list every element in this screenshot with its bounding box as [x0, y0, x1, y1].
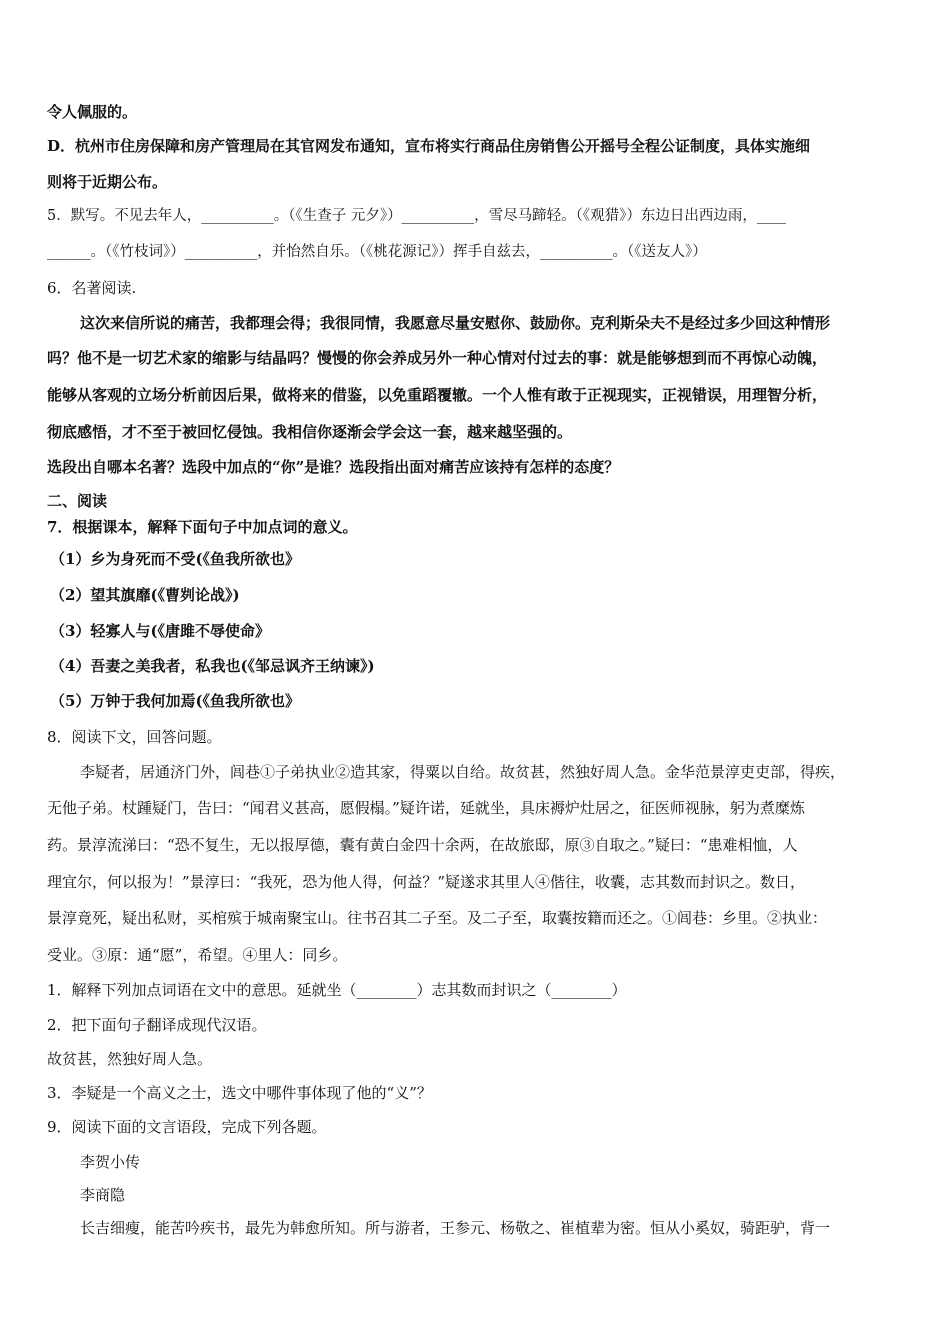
section-2-heading: 二、阅读 — [47, 492, 108, 510]
q5-line2: ______。（《竹枝词》）__________，并怡然自乐。（《桃花源记》）挥手自兹去，__________。（《送友人》） — [47, 244, 707, 260]
q7-item: （1）乡为身死而不受(《鱼我所欲也》 — [50, 550, 301, 568]
q9-author: 李商隐 — [80, 1186, 126, 1204]
q7-heading: 7．根据课本，解释下面句子中加点词的意义。 — [47, 518, 358, 536]
q6-passage-line: 能够从客观的立场分析前因后果，做将来的借鉴，以免重蹈覆辙。一个人惟有敢于正视现实，正视错误，用理智分析， — [47, 386, 828, 404]
q8-sub-question: 3．李疑是一个高义之士，选文中哪件事体现了他的“义”？ — [47, 1084, 432, 1102]
q7-item: （5）万钟于我何加焉(《鱼我所欲也》 — [50, 692, 301, 710]
q8-passage-line: 景淳竟死，疑出私财，买棺殡于城南聚宝山。往书召其二子至。及二子至，取囊按籍而还之。①闾巷：乡里。②执业： — [47, 909, 828, 927]
q8-passage-line: 李疑者，居通济门外，闾巷①子弟执业②造其家，得粟以自给。故贫甚，然独好周人急。金华范景淳吏吏部，得疾， — [80, 763, 846, 781]
q8-sub-question: 故贫甚，然独好周人急。 — [47, 1050, 213, 1068]
q4-option-d-line2: 则将于近期公布。 — [47, 173, 168, 191]
q7-item: （4）吾妻之美我者，私我也(《邹忌讽齐王纳谏》) — [50, 657, 375, 675]
q8-passage-line: 无他子弟。杖踵疑门，告曰：“闻君义甚高，愿假榻。”疑许诺，延就坐，具床褥炉灶居之，征医师视脉，躬为煮糜炼 — [47, 799, 805, 817]
q9-heading: 9．阅读下面的文言语段，完成下列各题。 — [47, 1118, 327, 1136]
q9-passage-line: 长吉细瘦，能苦吟疾书，最先为韩愈所知。所与游者，王参元、杨敬之、崔植辈为密。恒从小奚奴，骑距驴，背一 — [80, 1219, 831, 1237]
q8-heading: 8．阅读下文，回答问题。 — [47, 728, 222, 746]
q9-title: 李贺小传 — [80, 1153, 141, 1171]
q8-sub-question: 1．解释下列加点词语在文中的意思。延就坐（________）志其数而封识之（________） — [47, 981, 627, 999]
q8-sub-question: 2．把下面句子翻译成现代汉语。 — [47, 1016, 267, 1034]
q6-passage-line: 这次来信所说的痛苦，我都理会得；我很同情，我愿意尽量安慰你、鼓励你。克利斯朵夫不是经过多少回这种情形 — [80, 314, 831, 332]
q6-heading: 6．名著阅读. — [47, 279, 137, 297]
q8-passage-line: 理宜尔，何以报为！”景淳曰：“我死，恐为他人得，何益？”疑遂求其里人④偕往，收囊，志其数而封识之。数日， — [47, 873, 806, 891]
q7-item: （3）轻寡人与(《唐雎不辱使命》 — [50, 622, 271, 640]
q7-item: （2）望其旗靡(《曹刿论战》) — [50, 586, 240, 604]
q8-passage-line: 药。景淳流涕曰：“恐不复生，无以报厚德，囊有黄白金四十余两，在故旅邸，原③自取之。”疑曰：“患难相恤，人 — [47, 836, 798, 854]
q4-option-d-line1: D．杭州市住房保障和房产管理局在其官网发布通知，宣布将实行商品住房销售公开摇号全程公证制度，具体实施细 — [47, 137, 811, 155]
q4-line-a: 令人佩服的。 — [47, 103, 138, 121]
q6-passage-line: 吗？他不是一切艺术家的缩影与结晶吗？慢慢的你会养成另外一种心情对付过去的事：就是能够想到而不再惊心动魄， — [47, 349, 828, 367]
q6-question: 选段出自哪本名著？选段中加点的“你”是谁？选段指出面对痛苦应该持有怎样的态度？ — [47, 458, 620, 476]
q6-passage-line: 彻底感悟，才不至于被回忆侵蚀。我相信你逐渐会学会这一套，越来越坚强的。 — [47, 423, 573, 441]
q5-line1: 5．默写。不见去年人，__________。（《生查子 元夕》）__________，雪尽马蹄轻。（《观猎》）东边日出西边雨，____ — [47, 208, 786, 224]
q8-passage-line: 受业。③原：通“愿”，希望。④里人：同乡。 — [47, 946, 348, 964]
